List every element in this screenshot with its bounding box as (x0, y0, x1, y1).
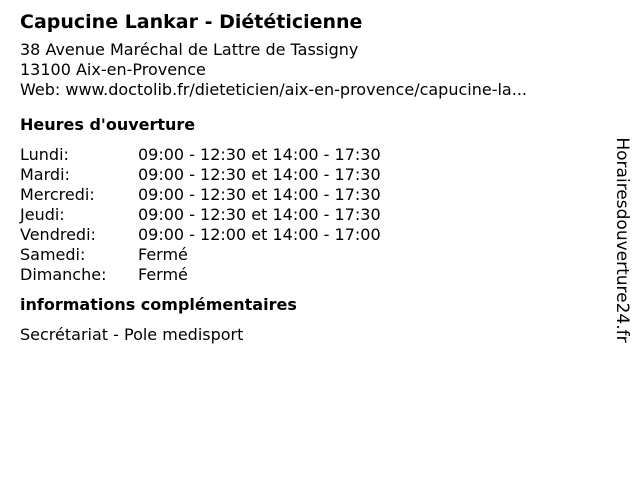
day-label: Samedi: (20, 245, 86, 264)
hours-row-sunday (20, 265, 610, 285)
day-label: Vendredi: (20, 225, 96, 244)
business-title: Capucine Lankar - Diététicienne (20, 11, 363, 33)
extra-info-heading: informations complémentaires (20, 295, 297, 314)
day-hours: 09:00 - 12:30 et 14:00 - 17:30 (138, 165, 381, 184)
website-line: Web: www.doctolib.fr/dieteticien/aix-en-provence/capucine-la... (20, 80, 527, 99)
day-hours: 09:00 - 12:30 et 14:00 - 17:30 (138, 145, 381, 164)
hours-row-saturday (20, 245, 610, 265)
day-hours: 09:00 - 12:00 et 14:00 - 17:00 (138, 225, 381, 244)
address-city: 13100 Aix-en-Provence (20, 60, 206, 79)
day-hours: Fermé (138, 265, 188, 284)
address-block (20, 40, 610, 100)
hours-heading: Heures d'ouverture (20, 115, 196, 134)
hours-row-thursday (20, 205, 610, 225)
address-street: 38 Avenue Maréchal de Lattre de Tassigny (20, 40, 359, 59)
day-label: Jeudi: (20, 205, 65, 224)
day-label: Lundi: (20, 145, 69, 164)
hours-table (20, 145, 610, 285)
day-hours: Fermé (138, 245, 188, 264)
extra-info-text: Secrétariat - Pole medisport (20, 325, 244, 344)
business-card (20, 8, 610, 345)
hours-row-monday (20, 145, 610, 165)
hours-row-tuesday (20, 165, 610, 185)
day-label: Dimanche: (20, 265, 107, 284)
day-label: Mercredi: (20, 185, 95, 204)
day-hours: 09:00 - 12:30 et 14:00 - 17:30 (138, 205, 381, 224)
hours-row-wednesday (20, 185, 610, 205)
brand-watermark: Horairesdouverture24.fr (612, 137, 632, 343)
hours-row-friday (20, 225, 610, 245)
day-label: Mardi: (20, 165, 70, 184)
day-hours: 09:00 - 12:30 et 14:00 - 17:30 (138, 185, 381, 204)
